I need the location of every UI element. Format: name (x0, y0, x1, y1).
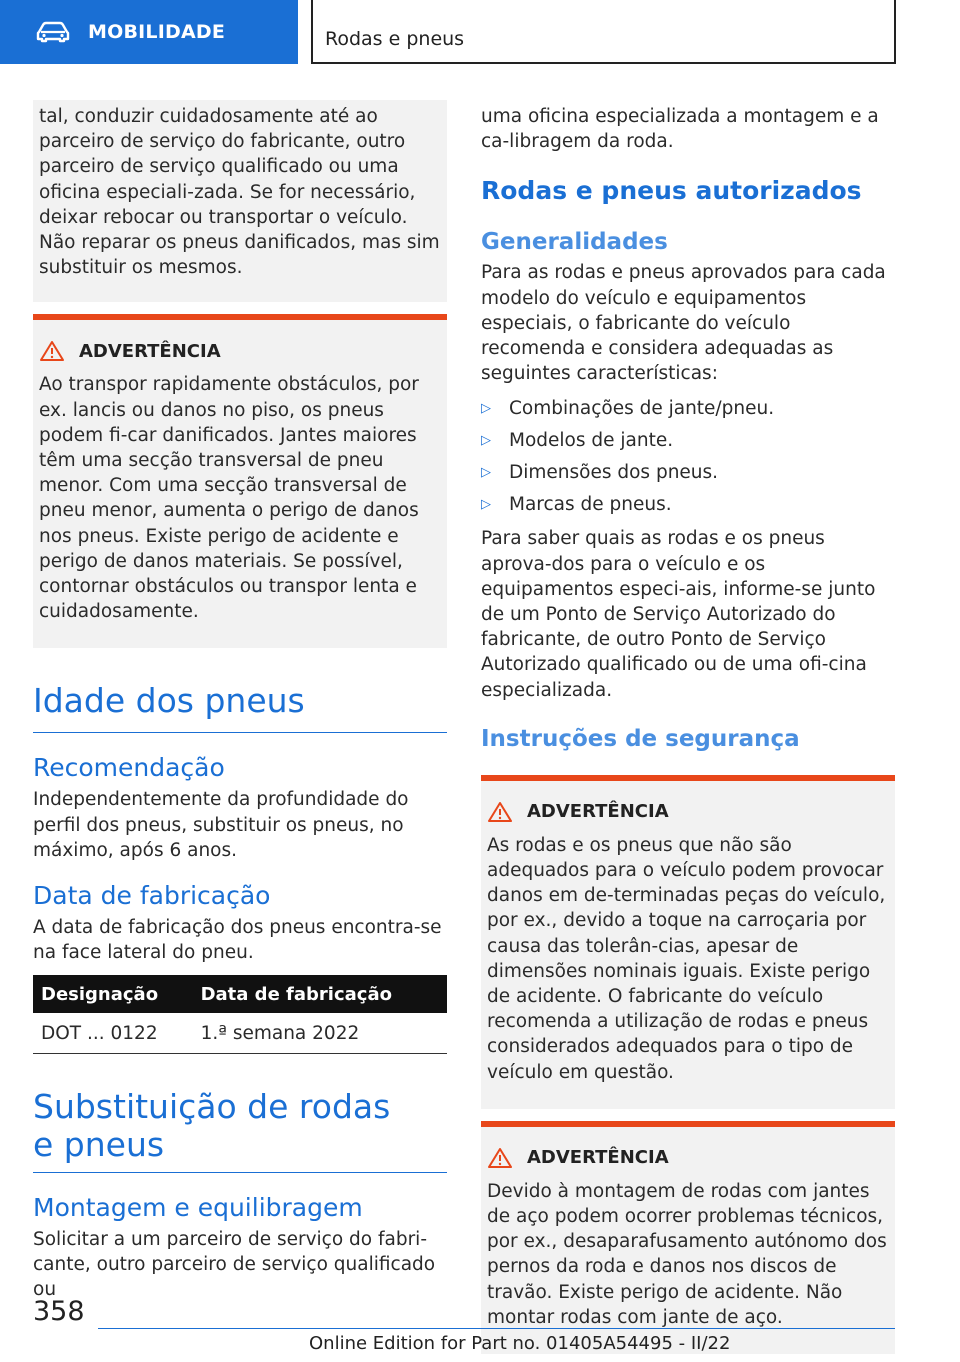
intro-box (33, 100, 447, 302)
warning-triangle-icon (487, 801, 513, 823)
bullet-triangle-icon: ▷ (481, 432, 491, 448)
bullet-triangle-icon: ▷ (481, 464, 491, 480)
characteristics-list (481, 392, 895, 520)
page-number: 358 (33, 1296, 85, 1327)
table-header: Designação (33, 975, 193, 1013)
list-item: ▷ Modelos de jante. (481, 429, 674, 451)
section-heading: Substituição de rodas e pneus (33, 1086, 391, 1164)
bullet-triangle-icon: ▷ (481, 496, 491, 512)
section-heading-rule (33, 682, 447, 733)
edition-text: Online Edition for Part no. 01405A54495 - II/22 (309, 1333, 731, 1354)
warning-triangle-icon (39, 340, 65, 362)
warning-triangle-icon (487, 1147, 513, 1169)
warning-title: ADVERTÊNCIA (527, 801, 669, 823)
table-row (33, 1013, 447, 1053)
paragraph: Solicitar a um parceiro de serviço do fabri-cante, outro parceiro de serviço qualificado ou (33, 1228, 436, 1301)
section-heading-rule (33, 1088, 447, 1173)
left-column (33, 100, 447, 1303)
list-item: ▷ Combinações de jante/pneu. (481, 397, 775, 419)
warning-box-3 (481, 1121, 895, 1354)
paragraph: Independentemente da profundidade do perfil dos pneus, substituir os pneus, no máximo, após 6 anos. (33, 789, 409, 861)
chapter-title: MOBILIDADE (88, 21, 226, 43)
right-column (481, 100, 895, 1354)
list-item: ▷ Dimensões dos pneus. (481, 461, 719, 483)
paragraph: Para as rodas e pneus aprovados para cada modelo do veículo e equipamentos especiais, o fabricante do veículo recomenda e considera adequadas as seguintes características: (481, 262, 886, 385)
table-cell: DOT ... 0122 (33, 1013, 193, 1053)
warning-box-1 (33, 314, 447, 648)
warning-text: As rodas e os pneus que não são adequados para o veículo podem provocar danos em de-terminadas peças do veículo, por ex., devido a toque na carroçaria por causa das tolerân-cias, apesar de dimensões nominais iguais. Existe perigo de acidente. O fabricante do veículo recomenda a utilização de rodas e pneus considerados adequados para o tipo de veículo em questão. (487, 834, 886, 1083)
manufacture-date-table (33, 975, 447, 1054)
warning-title: ADVERTÊNCIA (527, 1147, 669, 1169)
chapter-tab[interactable] (0, 0, 298, 64)
subsection-heading: Rodas e pneus autorizados (481, 176, 862, 206)
section-heading: Idade dos pneus (33, 681, 305, 721)
footer-rule (98, 1328, 895, 1329)
table-header: Data de fabricação (193, 975, 447, 1013)
warning-title: ADVERTÊNCIA (79, 340, 221, 362)
warning-text: Ao transpor rapidamente obstáculos, por ex. lancis ou danos no piso, os pneus podem fi-car danificados. Jantes maiores têm uma secção transversal de pneu menor. Com uma secção transversal de pneu menor, aumenta o perigo de danos nos pneus. Existe perigo de acidente e perigo de danos materiais. Se possível, contornar obstáculos ou transpor lenta e cuidadosamente. (39, 374, 419, 623)
paragraph: Para saber quais as rodas e os pneus aprova-dos para o veículo e os equipamentos especi-ais, informe-se junto de um Ponto de Serviço Autorizado do fabricante, de outro Ponto de Serviço Autorizado qualificado ou de uma ofi-cina especializada. (481, 528, 876, 701)
paragraph: A data de fabricação dos pneus encontra-se na face lateral do pneu. (33, 917, 442, 964)
car-icon (36, 21, 70, 43)
bullet-triangle-icon: ▷ (481, 400, 491, 416)
subsubsection-heading: Instruções de segurança (481, 725, 800, 752)
subsection-heading: Recomendação (33, 753, 225, 783)
warning-text: Devido à montagem de rodas com jantes de aço podem ocorrer problemas técnicos, por ex., desaparafusamento autónomo dos pernos da roda e danos nos discos de travão. Existe perigo de acidente. Não montar rodas com jante de aço. (487, 1180, 887, 1328)
section-title: Rodas e pneus (325, 28, 465, 50)
subsection-heading: Data de fabricação (33, 881, 271, 911)
paragraph: uma oficina especializada a montagem e a ca-libragem da roda. (481, 106, 879, 153)
intro-text: tal, conduzir cuidadosamente até ao parceiro de serviço do fabricante, outro parceiro de serviço qualificado ou uma oficina especiali-zada. Se for necessário, deixar rebocar ou transportar o veículo. Não reparar os pneus danificados, mas sim substituir os mesmos. (39, 106, 440, 279)
subsubsection-heading: Generalidades (481, 229, 668, 256)
warning-box-2 (481, 775, 895, 1109)
list-item: ▷ Marcas de pneus. (481, 493, 672, 515)
table-cell: 1.ª semana 2022 (193, 1013, 447, 1053)
subsection-heading: Montagem e equilibragem (33, 1192, 363, 1222)
